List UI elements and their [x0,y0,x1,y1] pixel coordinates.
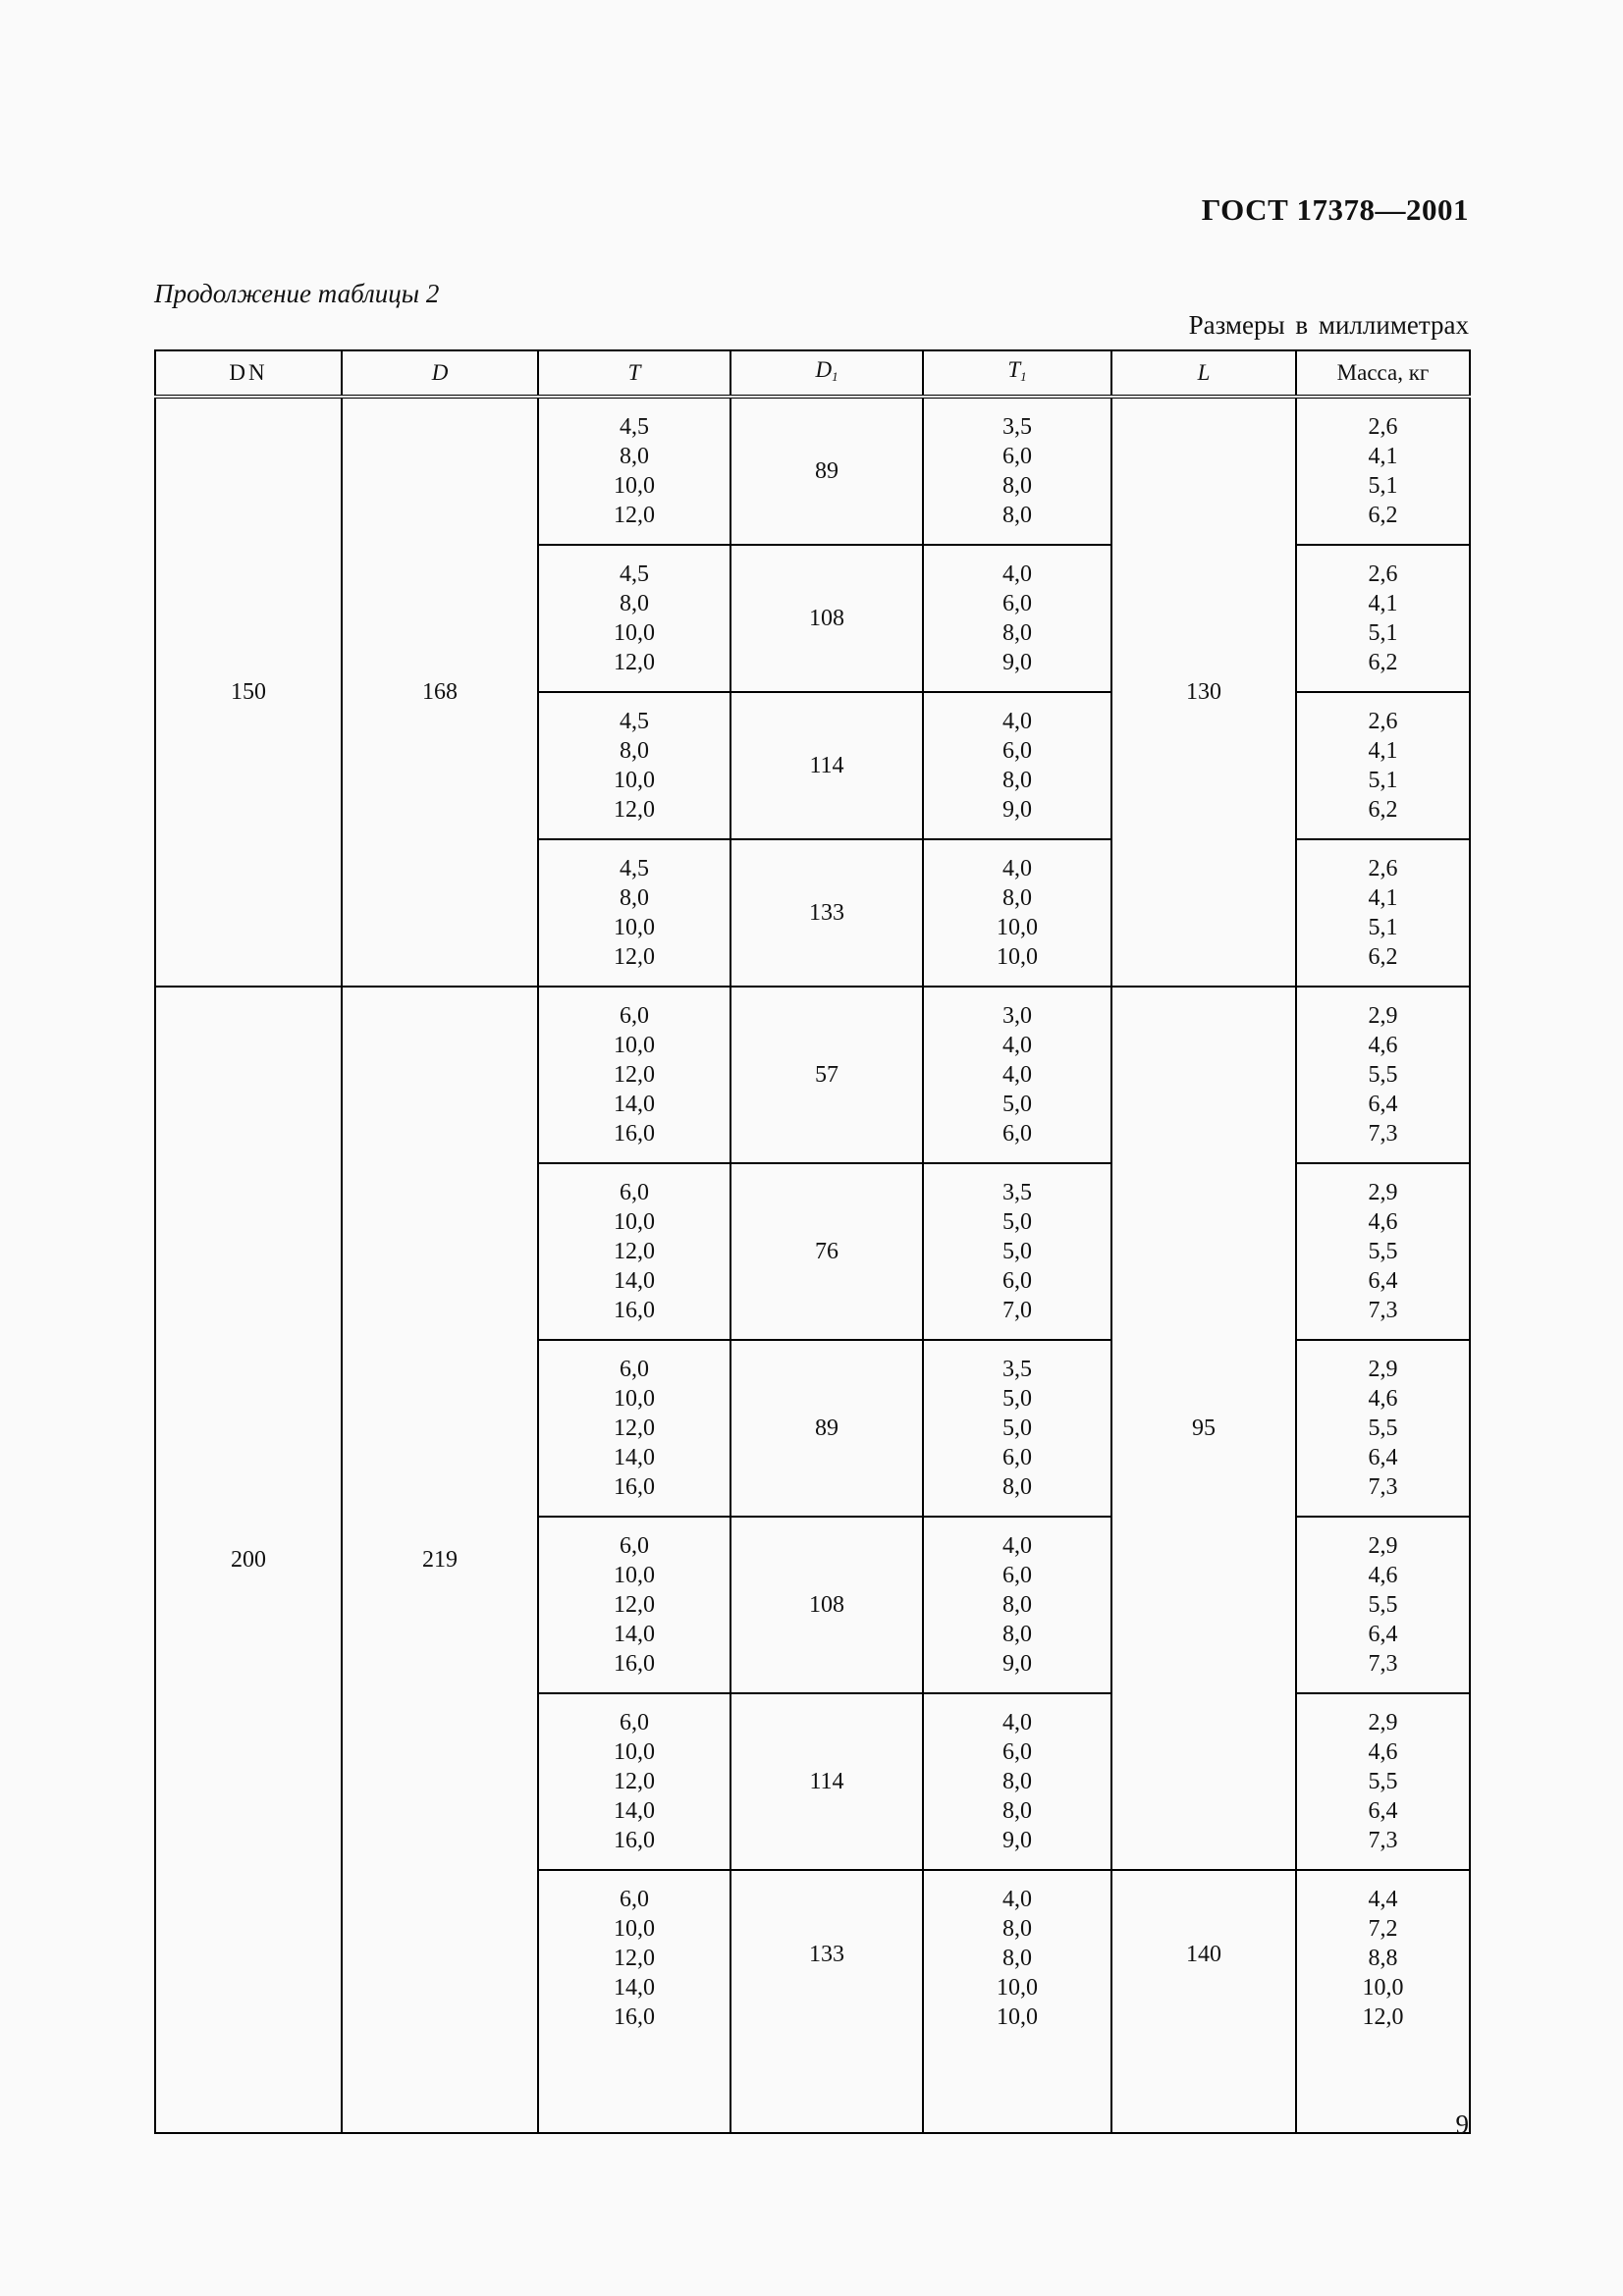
branch-thickness-cell-value: 4,0 [1002,709,1032,734]
mass-cell-value: 12,0 [1362,2004,1404,2030]
wall-thickness-cell-value: 14,0 [614,1445,655,1470]
mass-cell-value: 4,1 [1368,738,1398,764]
mass-cell-value: 6,4 [1368,1798,1398,1824]
length-cell: 95 [1111,987,1296,1870]
mass-cell-value: 5,5 [1368,1769,1398,1794]
mass-cell-value: 7,3 [1368,1474,1398,1500]
mass-cell-value: 8,8 [1368,1946,1398,1971]
col-header-t1: $T_1$ [923,350,1111,397]
wall-thickness-cell-value: 10,0 [614,620,655,646]
branch-thickness-cell-value: 6,0 [1002,1268,1032,1294]
branch-thickness-cell [923,987,1111,1163]
wall-thickness-cell-value: 8,0 [620,738,649,764]
branch-thickness-cell-value: 6,0 [1002,591,1032,616]
mass-cell-value: 2,9 [1368,1003,1398,1029]
mass-cell-value: 2,6 [1368,709,1398,734]
mass-cell-value: 5,1 [1368,768,1398,793]
branch-thickness-cell-value: 5,0 [1002,1239,1032,1264]
wall-thickness-cell [538,1163,730,1340]
branch-thickness-cell [923,1517,1111,1693]
wall-thickness-cell-value: 12,0 [614,1946,655,1971]
wall-thickness-cell-value: 10,0 [614,1033,655,1058]
mass-cell-value: 7,3 [1368,1651,1398,1677]
wall-thickness-cell-value: 6,0 [620,1180,649,1205]
col-header-l: L [1111,350,1296,397]
wall-thickness-cell [538,545,730,692]
branch-diameter-cell: 133 [730,1870,923,2133]
branch-thickness-cell-value: 6,0 [1002,1121,1032,1147]
wall-thickness-cell [538,839,730,987]
branch-thickness-cell [923,1870,1111,2133]
mass-cell [1296,987,1470,1163]
branch-thickness-cell-value: 6,0 [1002,1563,1032,1588]
wall-thickness-cell-value: 16,0 [614,1298,655,1323]
wall-thickness-cell [538,1517,730,1693]
mass-cell-value: 5,5 [1368,1415,1398,1441]
mass-cell-value: 7,2 [1368,1916,1398,1942]
branch-diameter-cell: 89 [730,397,923,545]
wall-thickness-cell-value: 14,0 [614,1975,655,2001]
mass-cell-value: 6,2 [1368,503,1398,528]
mass-cell-value: 6,4 [1368,1445,1398,1470]
wall-thickness-cell-value: 8,0 [620,885,649,911]
wall-thickness-cell [538,1693,730,1870]
branch-thickness-cell-value: 6,0 [1002,1445,1032,1470]
mass-cell-value: 2,9 [1368,1357,1398,1382]
branch-thickness-cell-value: 3,5 [1002,414,1032,440]
mass-cell-value: 5,5 [1368,1062,1398,1088]
mass-cell-value: 6,4 [1368,1622,1398,1647]
wall-thickness-cell-value: 16,0 [614,1828,655,1853]
branch-diameter-cell: 108 [730,545,923,692]
wall-thickness-cell-value: 10,0 [614,473,655,499]
branch-thickness-cell-value: 6,0 [1002,738,1032,764]
branch-thickness-cell-value: 10,0 [997,944,1038,970]
branch-diameter-cell: 114 [730,692,923,839]
wall-thickness-cell-value: 4,5 [620,561,649,587]
branch-diameter-cell: 114 [730,1693,923,1870]
branch-thickness-cell-value: 3,5 [1002,1357,1032,1382]
branch-thickness-cell [923,397,1111,545]
mass-cell-value: 5,5 [1368,1239,1398,1264]
wall-thickness-cell-value: 12,0 [614,1239,655,1264]
mass-cell-value: 4,1 [1368,444,1398,469]
mass-cell-value: 2,9 [1368,1710,1398,1735]
mass-cell [1296,397,1470,545]
table-header-row [155,350,1470,397]
wall-thickness-cell-value: 4,5 [620,414,649,440]
mass-cell [1296,1693,1470,1870]
branch-thickness-cell-value: 10,0 [997,915,1038,940]
branch-thickness-cell-value: 9,0 [1002,650,1032,675]
branch-thickness-cell-value: 3,0 [1002,1003,1032,1029]
wall-thickness-cell-value: 16,0 [614,1474,655,1500]
branch-thickness-cell-value: 8,0 [1002,473,1032,499]
wall-thickness-cell-value: 6,0 [620,1533,649,1559]
wall-thickness-cell-value: 10,0 [614,768,655,793]
wall-thickness-cell [538,397,730,545]
mass-cell-value: 4,1 [1368,885,1398,911]
document-id: ГОСТ 17378—2001 [1201,192,1469,227]
branch-thickness-cell-value: 5,0 [1002,1415,1032,1441]
branch-thickness-cell-value: 8,0 [1002,1946,1032,1971]
wall-thickness-cell-value: 12,0 [614,650,655,675]
wall-thickness-cell-value: 6,0 [620,1357,649,1382]
length-cell: 130 [1111,397,1296,987]
wall-thickness-cell-value: 14,0 [614,1268,655,1294]
wall-thickness-cell-value: 10,0 [614,1563,655,1588]
wall-thickness-cell-value: 16,0 [614,1121,655,1147]
mass-cell-value: 4,6 [1368,1033,1398,1058]
branch-thickness-cell-value: 4,0 [1002,1710,1032,1735]
mass-cell-value: 2,9 [1368,1533,1398,1559]
length-cell: 140 [1111,1870,1296,2133]
table-row [155,397,1470,545]
mass-cell [1296,1870,1470,2133]
wall-thickness-cell-value: 8,0 [620,591,649,616]
branch-thickness-cell [923,545,1111,692]
branch-thickness-cell-value: 9,0 [1002,797,1032,823]
wall-thickness-cell-value: 6,0 [620,1003,649,1029]
dn-cell: 200 [155,987,342,2133]
mass-cell [1296,1340,1470,1517]
mass-cell-value: 7,3 [1368,1828,1398,1853]
branch-thickness-cell-value: 5,0 [1002,1386,1032,1412]
wall-thickness-cell [538,692,730,839]
table-caption: Продолжение таблицы 2 [154,279,440,308]
branch-thickness-cell-value: 9,0 [1002,1828,1032,1853]
mass-cell [1296,1517,1470,1693]
col-header-t: T [538,350,730,397]
mass-cell-value: 5,1 [1368,620,1398,646]
branch-thickness-cell-value: 8,0 [1002,1798,1032,1824]
branch-thickness-cell-value: 4,0 [1002,1887,1032,1912]
wall-thickness-cell-value: 10,0 [614,1209,655,1235]
branch-thickness-cell-value: 5,0 [1002,1209,1032,1235]
branch-thickness-cell-value: 8,0 [1002,1769,1032,1794]
wall-thickness-cell-value: 12,0 [614,1769,655,1794]
wall-thickness-cell-value: 6,0 [620,1710,649,1735]
wall-thickness-cell [538,987,730,1163]
branch-thickness-cell [923,692,1111,839]
mass-cell-value: 5,5 [1368,1592,1398,1618]
branch-thickness-cell-value: 5,0 [1002,1092,1032,1117]
wall-thickness-cell [538,1340,730,1517]
mass-cell-value: 2,6 [1368,856,1398,881]
wall-thickness-cell-value: 8,0 [620,444,649,469]
branch-thickness-cell-value: 7,0 [1002,1298,1032,1323]
table-row [155,987,1470,1163]
wall-thickness-cell-value: 12,0 [614,1592,655,1618]
branch-thickness-cell-value: 8,0 [1002,620,1032,646]
mass-cell-value: 2,6 [1368,561,1398,587]
wall-thickness-cell-value: 12,0 [614,797,655,823]
units-note: Размеры в миллиметрах [1188,310,1469,340]
branch-thickness-cell-value: 6,0 [1002,1739,1032,1765]
branch-diameter-cell: 57 [730,987,923,1163]
branch-thickness-cell-value: 8,0 [1002,1474,1032,1500]
wall-thickness-cell-value: 16,0 [614,1651,655,1677]
dimensions-table [154,349,1471,2134]
branch-thickness-cell-value: 8,0 [1002,503,1032,528]
wall-thickness-cell-value: 14,0 [614,1622,655,1647]
branch-diameter-cell: 133 [730,839,923,987]
branch-thickness-cell-value: 4,0 [1002,561,1032,587]
branch-thickness-cell-value: 4,0 [1002,1062,1032,1088]
mass-cell-value: 6,2 [1368,944,1398,970]
branch-diameter-cell: 89 [730,1340,923,1517]
page-number: 9 [1455,2109,1469,2139]
wall-thickness-cell-value: 6,0 [620,1887,649,1912]
mass-cell-value: 5,1 [1368,915,1398,940]
wall-thickness-cell-value: 4,5 [620,856,649,881]
outer-diameter-cell: 168 [342,397,538,987]
mass-cell-value: 5,1 [1368,473,1398,499]
wall-thickness-cell-value: 14,0 [614,1798,655,1824]
wall-thickness-cell-value: 16,0 [614,2004,655,2030]
branch-thickness-cell-value: 10,0 [997,1975,1038,2001]
mass-cell-value: 4,6 [1368,1563,1398,1588]
mass-cell-value: 6,2 [1368,797,1398,823]
mass-cell [1296,1163,1470,1340]
wall-thickness-cell-value: 4,5 [620,709,649,734]
mass-cell-value: 2,9 [1368,1180,1398,1205]
wall-thickness-cell-value: 10,0 [614,1386,655,1412]
wall-thickness-cell-value: 10,0 [614,1739,655,1765]
mass-cell-value: 7,3 [1368,1121,1398,1147]
branch-thickness-cell-value: 3,5 [1002,1180,1032,1205]
mass-cell [1296,545,1470,692]
wall-thickness-cell [538,1870,730,2133]
branch-thickness-cell-value: 9,0 [1002,1651,1032,1677]
branch-thickness-cell-value: 8,0 [1002,1916,1032,1942]
mass-cell-value: 6,4 [1368,1092,1398,1117]
branch-thickness-cell-value: 6,0 [1002,444,1032,469]
mass-cell [1296,839,1470,987]
branch-thickness-cell-value: 8,0 [1002,1592,1032,1618]
col-header-d: D [342,350,538,397]
wall-thickness-cell-value: 10,0 [614,1916,655,1942]
col-header-mass: Масса, кг [1296,350,1470,397]
branch-thickness-cell-value: 4,0 [1002,856,1032,881]
branch-thickness-cell-value: 4,0 [1002,1033,1032,1058]
mass-cell-value: 4,4 [1368,1887,1398,1912]
col-header-dn: DN [155,350,342,397]
mass-cell [1296,692,1470,839]
branch-thickness-cell-value: 8,0 [1002,885,1032,911]
mass-cell-value: 4,6 [1368,1209,1398,1235]
branch-thickness-cell [923,839,1111,987]
wall-thickness-cell-value: 12,0 [614,503,655,528]
branch-diameter-cell: 76 [730,1163,923,1340]
mass-cell-value: 4,6 [1368,1739,1398,1765]
mass-cell-value: 4,6 [1368,1386,1398,1412]
mass-cell-value: 4,1 [1368,591,1398,616]
wall-thickness-cell-value: 12,0 [614,1415,655,1441]
dn-cell: 150 [155,397,342,987]
branch-thickness-cell [923,1340,1111,1517]
wall-thickness-cell-value: 10,0 [614,915,655,940]
table-body [155,397,1470,2133]
outer-diameter-cell: 219 [342,987,538,2133]
wall-thickness-cell-value: 12,0 [614,944,655,970]
mass-cell-value: 6,4 [1368,1268,1398,1294]
branch-thickness-cell-value: 10,0 [997,2004,1038,2030]
mass-cell-value: 2,6 [1368,414,1398,440]
branch-thickness-cell-value: 8,0 [1002,1622,1032,1647]
branch-thickness-cell [923,1163,1111,1340]
wall-thickness-cell-value: 14,0 [614,1092,655,1117]
mass-cell-value: 7,3 [1368,1298,1398,1323]
branch-thickness-cell [923,1693,1111,1870]
branch-thickness-cell-value: 8,0 [1002,768,1032,793]
mass-cell-value: 6,2 [1368,650,1398,675]
wall-thickness-cell-value: 12,0 [614,1062,655,1088]
branch-diameter-cell: 108 [730,1517,923,1693]
mass-cell-value: 10,0 [1362,1975,1404,2001]
branch-thickness-cell-value: 4,0 [1002,1533,1032,1559]
col-header-d1: $D_1$ [730,350,923,397]
